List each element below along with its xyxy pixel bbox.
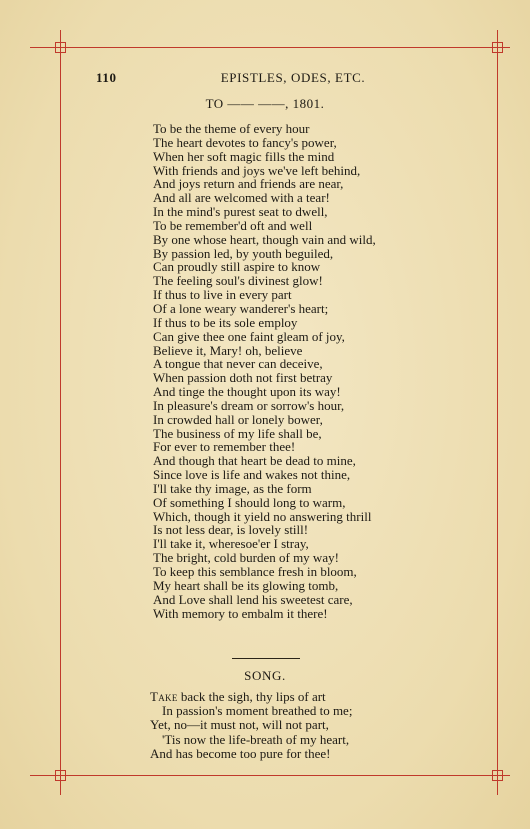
song-line: Yet, no—it must not, will not part, bbox=[150, 717, 329, 733]
poem-line: The heart devotes to fancy's power, bbox=[153, 134, 337, 150]
song-body bbox=[150, 690, 352, 761]
poem-line: The business of my life shall be, bbox=[153, 425, 322, 441]
poem-line: With memory to embalm it there! bbox=[153, 605, 328, 621]
song-line: And has become too pure for thee! bbox=[150, 745, 331, 761]
poem-line: To keep this semblance fresh in bloom, bbox=[153, 564, 357, 579]
poem-line: The bright, cold burden of my way! bbox=[153, 550, 339, 566]
poem-title: TO —— ——, 1801. bbox=[205, 96, 325, 111]
poem-line: Which, though it yield no answering thrill bbox=[153, 508, 372, 524]
poem-line: In crowded hall or lonely bower, bbox=[153, 411, 323, 427]
poem-line: A tongue that never can deceive, bbox=[153, 356, 323, 372]
poem-line: Since love is life and wakes not thine, bbox=[153, 467, 351, 483]
song-line bbox=[150, 690, 352, 704]
corner-ornament-bottom-left bbox=[55, 770, 66, 781]
poem-line: My heart shall be its glowing tomb, bbox=[153, 577, 339, 593]
running-head bbox=[96, 70, 470, 86]
poem-line: In the mind's purest seat to dwell, bbox=[153, 204, 328, 220]
border-bottom-rule bbox=[30, 775, 510, 776]
poem-line: And Love shall lend his sweetest care, bbox=[153, 591, 353, 607]
poem-line: I'll take thy image, as the form bbox=[153, 480, 312, 496]
poem-line: When her soft magic fills the mind bbox=[153, 148, 335, 164]
poem-line: With friends and joys we've left behind, bbox=[153, 162, 361, 178]
section-divider bbox=[232, 658, 300, 659]
poem-line: Believe it, Mary! oh, believe bbox=[153, 342, 303, 358]
corner-ornament-top-right bbox=[492, 42, 503, 53]
poem-line: And tinge the thought upon its way! bbox=[153, 384, 341, 400]
poem-line: And joys return and friends are near, bbox=[153, 176, 344, 192]
poem-body bbox=[153, 122, 376, 620]
song-line: In passion's moment breathed to me; bbox=[162, 703, 353, 719]
poem-line: And all are welcomed with a tear! bbox=[153, 190, 330, 206]
running-head-title: EPISTLES, ODES, ETC. bbox=[220, 70, 366, 85]
song-first-word: Take bbox=[150, 689, 178, 704]
poem-line: To be the theme of every hour bbox=[153, 121, 310, 136]
poem-line: If thus to live in every part bbox=[153, 287, 292, 303]
song-title: SONG. bbox=[244, 668, 286, 683]
corner-ornament-top-left bbox=[55, 42, 66, 53]
poem-line: By passion led, by youth beguiled, bbox=[153, 245, 334, 261]
poem-line: In pleasure's dream or sorrow's hour, bbox=[153, 397, 345, 413]
poem-line: When passion doth not first betray bbox=[153, 370, 333, 386]
corner-ornament-bottom-right bbox=[492, 770, 503, 781]
poem-line: And though that heart be dead to mine, bbox=[153, 453, 356, 469]
song-line: 'Tis now the life-breath of my heart, bbox=[162, 731, 350, 747]
poem-line: I'll take it, wheresoe'er I stray, bbox=[153, 536, 309, 552]
poem-line: If thus to be its sole employ bbox=[153, 314, 298, 330]
poem-line: Can proudly still aspire to know bbox=[153, 259, 321, 275]
poem-line: By one whose heart, though vain and wild, bbox=[153, 231, 376, 247]
poem-line: The feeling soul's divinest glow! bbox=[153, 273, 323, 289]
poem-line: Of a lone weary wanderer's heart; bbox=[153, 300, 329, 316]
song-first-line-rest: back the sigh, thy lips of art bbox=[177, 689, 326, 704]
page-number: 110 bbox=[96, 70, 117, 85]
poem-line: Is not less dear, is lovely still! bbox=[153, 522, 309, 538]
poem-line: Can give thee one faint gleam of joy, bbox=[153, 328, 345, 344]
border-top-rule bbox=[30, 47, 510, 48]
poem-line: To be remember'd oft and well bbox=[153, 217, 313, 233]
poem-line: Of something I should long to warm, bbox=[153, 494, 346, 510]
poem-line: For ever to remember thee! bbox=[153, 439, 296, 455]
